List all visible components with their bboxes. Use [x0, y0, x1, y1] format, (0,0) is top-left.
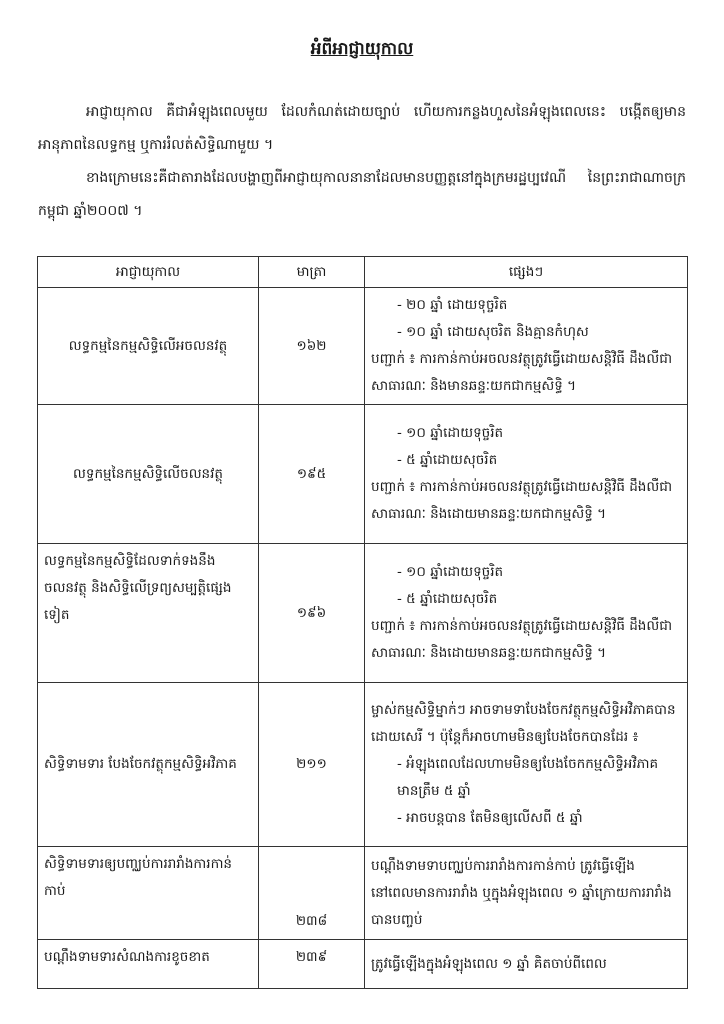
row-type: បណ្តឹងទាមទារសំណងការខូចខាត [38, 940, 259, 989]
prescription-table [37, 256, 688, 989]
table-row [38, 405, 688, 544]
row-article: ២៣៨ [259, 847, 365, 940]
header-article: មាត្រា [259, 257, 365, 288]
intro-paragraph: អាជ្ញាយុកាល គឺជាអំឡុងពេលមួយ ដែលកំណត់ដោយច្បាប់ ហើយការកន្លងហួសនៃអំឡុងពេលនេះ បង្កើតឲ្យមានអានុភាពនៃលទ្ធកម្ម ឬការរំលត់សិទ្ធិណាមួយ ។ [38, 104, 686, 153]
table-row [38, 288, 688, 405]
list-item: - ១០ ឆ្នាំ ដោយសុចរិត និងគ្មានកំហុស [397, 324, 589, 340]
row-note: បណ្តឹងទាមទាបញ្ឈប់ការរារាំងការកាន់កាប់ ត្រូវធ្វើឡើង នៅពេលមានការរារាំង ឬក្នុងអំឡុងពេល ១ ឆ្នាំក្រោយការរារាំងបានបញ្ចប់ [371, 857, 672, 928]
document-title: អំពីអាជ្ញាយុកាល [310, 39, 414, 59]
row-note: បញ្ជាក់ ៖ ការកាន់កាប់អចលនវត្ថុត្រូវធ្វើដោយសន្តិវិធី ដឹងលឺជាសាធារណៈ និងមានឆន្ទៈយកជាកម្មសិទ្ធិ ។ [371, 351, 673, 394]
row-type: លទ្ធកម្មនៃកម្មសិទ្ធិដែលទាក់ទងនឹងចលនវត្ថុ និងសិទ្ធិលើទ្រព្យសម្បត្តិផ្សេងទៀត [38, 544, 259, 683]
row-article: ១៩៥ [259, 405, 365, 544]
list-item: - ១០ ឆ្នាំដោយទុច្ចរិត [397, 425, 504, 441]
list-item: - ៥ ឆ្នាំដោយសុចរិត [397, 452, 498, 468]
row-article: ២១១ [259, 683, 365, 847]
row-article: ១៦២ [259, 288, 365, 405]
table-header-row [38, 257, 688, 288]
table-row [38, 683, 688, 847]
row-notes [365, 288, 688, 405]
table-description-paragraph: ខាងក្រោមនេះគឺជាតារាងដែលបង្ហាញពីអាជ្ញាយុកាលនានាដែលមានបញ្ញត្តនៅក្នុងក្រមរដ្ឋប្បវេណី នៃព្រះរាជាណាចក្រកម្ពុជា ឆ្នាំ២០០៧ ។ [38, 170, 686, 219]
row-article: ១៩៦ [259, 544, 365, 683]
row-type: សិទ្ធិទាមទារឲ្យបញ្ឈប់ការរារាំងការកាន់កាប់ [38, 847, 259, 940]
row-notes [365, 940, 688, 989]
row-type: សិទ្ធិទាមទារ បែងចែកវត្ថុកម្មសិទ្ធិអវិភាគ [38, 683, 259, 847]
row-notes [365, 847, 688, 940]
list-item: - ២០ ឆ្នាំ ដោយទុច្ចរិត [397, 297, 508, 313]
row-note: បញ្ជាក់ ៖ ការកាន់កាប់អចលនវត្ថុត្រូវធ្វើដោយសន្តិវិធី ដឹងលឺជាសាធារណៈ និងដោយមានឆន្ទៈយកជាកម្មសិទ្ធិ ។ [371, 618, 673, 661]
list-item: - អំឡុងពេលដែលហាមមិនឲ្យបែងចែកកម្មសិទ្ធិអវិភាគ មានត្រឹម ៥ ឆ្នាំ [397, 756, 659, 799]
row-note: បញ្ជាក់ ៖ ការកាន់កាប់អចលនវត្ថុត្រូវធ្វើដោយសន្តិវិធី ដឹងលឺជាសាធារណៈ និងដោយមានឆន្ទៈយកជាកម្មសិទ្ធិ ។ [371, 479, 673, 522]
row-article: ២៣៩ [259, 940, 365, 989]
list-item: - អាចបន្តបាន តែមិនឲ្យលើសពី ៥ ឆ្នាំ [397, 810, 583, 826]
row-notes [365, 544, 688, 683]
row-notes [365, 405, 688, 544]
list-item: - ១០ ឆ្នាំដោយទុច្ចរិត [397, 564, 504, 580]
table-row [38, 847, 688, 940]
list-item: - ៥ ឆ្នាំដោយសុចរិត [397, 591, 498, 607]
row-type: លទ្ធកម្មនៃកម្មសិទ្ធិលើចលនវត្ថុ [38, 405, 259, 544]
header-prescription: អាជ្ញាយុកាល [38, 257, 259, 288]
row-type: លទ្ធកម្មនៃកម្មសិទ្ធិលើអចលនវត្ថុ [38, 288, 259, 405]
row-intro: ម្ចាស់កម្មសិទ្ធិម្នាក់ៗ អាចទាមទាបែងចែកវត្ថុកម្មសិទ្ធិអវិភាគបានដោយសេរី ។ ប៉ុន្តែក៏អាចហាមមិនឲ្យបែងចែកបានដែរ ៖ [371, 702, 676, 745]
row-notes [365, 683, 688, 847]
row-note: ត្រូវធ្វើឡើងក្នុងអំឡុងពេល ១ ឆ្នាំ គិតចាប់ពីពេល [371, 955, 607, 972]
header-other: ផ្សេងៗ [365, 257, 688, 288]
table-row [38, 544, 688, 683]
table-row [38, 940, 688, 989]
